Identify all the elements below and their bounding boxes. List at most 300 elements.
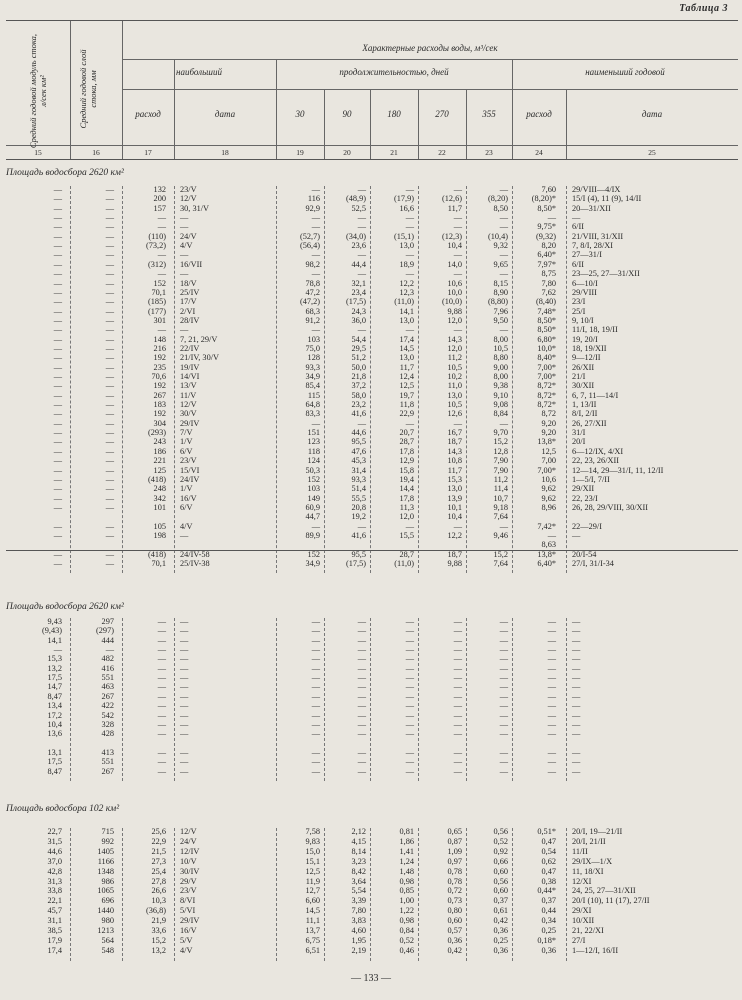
table-cell: 0,60	[447, 916, 462, 926]
table-cell: —	[453, 521, 462, 531]
table-cell: 23,2	[351, 400, 366, 410]
table-cell: 51,4	[351, 484, 366, 494]
table-cell: 26,6	[151, 886, 166, 896]
table-cell: 8,72	[541, 409, 556, 419]
table-cell: 20/I	[572, 437, 586, 447]
table-row	[6, 308, 738, 316]
header-smallest: наименьший годовой	[585, 67, 665, 77]
table-cell: 6,60	[305, 896, 320, 906]
column-number: 19	[296, 148, 304, 157]
table-cell: —	[453, 766, 462, 776]
table-cell: 328	[101, 719, 114, 729]
table-cell: 78,8	[305, 278, 320, 288]
table-cell: 6,40*	[537, 559, 556, 568]
table-cell: 17,9	[47, 935, 62, 945]
table-cell: —	[180, 719, 189, 729]
table-cell: —	[180, 663, 189, 673]
table-cell: 1,41	[399, 846, 414, 856]
table-cell: —	[357, 673, 366, 683]
table-cell: 7,60	[541, 185, 556, 194]
table-cell: (17,5)	[345, 559, 366, 568]
table-cell: 55,5	[351, 493, 366, 503]
table-cell: 0,36	[493, 945, 508, 955]
table-row	[6, 382, 738, 390]
table-cell: 0,56	[493, 876, 508, 886]
table-row	[6, 373, 738, 381]
table-cell: 22,9	[399, 409, 414, 419]
header-date: дата	[214, 109, 236, 119]
table-cell: 118	[307, 446, 320, 456]
table-cell: 20,8	[351, 502, 366, 512]
table-cell: 11,7	[447, 203, 462, 213]
table-cell: 8,50*	[537, 325, 556, 335]
table-cell: —	[180, 701, 189, 711]
table-cell: 12,0	[447, 315, 462, 325]
table-cell: —	[572, 626, 581, 636]
table-cell: 30/XII	[572, 381, 595, 391]
table-cell: 19,2	[351, 512, 366, 522]
table-cell: 992	[101, 836, 114, 846]
table-cell: 21,9	[151, 916, 166, 926]
table-cell: 12,6	[447, 409, 462, 419]
table-cell: 12,2	[447, 530, 462, 540]
table-cell: 200	[153, 194, 166, 204]
table-cell: 0,62	[541, 856, 556, 866]
table-cell: 20,7	[399, 428, 414, 438]
table-cell: 7,64	[493, 559, 508, 568]
table-cell: 29/VIII—4/IX	[572, 185, 621, 194]
table-cell: 18/V	[180, 278, 197, 288]
table-cell: (312)	[148, 259, 166, 269]
table-cell: 13,2	[47, 663, 62, 673]
table-cell: —	[357, 626, 366, 636]
table-cell: —	[105, 372, 114, 381]
table-cell: —	[105, 409, 114, 419]
table-row	[6, 665, 738, 673]
table-cell: 24/V	[180, 836, 197, 846]
table-cell: —	[311, 185, 320, 194]
table-cell: —	[53, 250, 62, 260]
table-cell: 10,4	[447, 241, 462, 251]
table-cell: 9,08	[493, 400, 508, 410]
table-cell: 0,72	[447, 886, 462, 896]
table-cell: —	[499, 757, 508, 767]
table-cell: (8,20)*	[531, 194, 556, 204]
table-cell: —	[453, 682, 462, 692]
header-d90: 90	[342, 109, 352, 119]
table-cell: —	[357, 654, 366, 664]
table-cell: —	[405, 645, 414, 655]
table-cell: —	[157, 617, 166, 626]
table-cell: 33,6	[151, 926, 166, 935]
table-row	[6, 730, 738, 738]
table-cell: 50,0	[351, 362, 366, 372]
table-cell: —	[105, 194, 114, 204]
table-cell: 7,00*	[537, 465, 556, 475]
table-cell: —	[405, 635, 414, 645]
table-row	[6, 280, 738, 288]
table-cell: 11,7	[447, 465, 462, 475]
table-cell: 0,60	[493, 866, 508, 876]
table-cell: —	[53, 213, 62, 223]
header-group-title: Характерные расходы воды, м³/сек	[362, 43, 498, 53]
table-cell: 551	[101, 757, 114, 767]
table-cell: 12/XI	[572, 876, 592, 886]
table-cell: 9,38	[493, 381, 508, 391]
table-cell: 13,0	[447, 390, 462, 400]
table-cell: 7,00*	[537, 372, 556, 381]
table-cell: 0,97	[447, 856, 462, 866]
table-cell: (47,2)	[299, 297, 320, 307]
table-cell: 11,3	[399, 502, 414, 512]
table-cell: 70,1	[151, 559, 166, 568]
table-cell: 9,43	[47, 617, 62, 626]
table-cell: 95,5	[351, 437, 366, 447]
table-cell: 24/V	[180, 231, 197, 241]
table-cell: —	[547, 682, 556, 692]
table-cell: —	[453, 325, 462, 335]
table-cell: 68,3	[305, 306, 320, 316]
table-cell: 7,90	[493, 465, 508, 475]
table-cell: —	[357, 325, 366, 335]
table-cell: 152	[307, 549, 320, 559]
table-cell: (297)	[96, 626, 114, 636]
table-cell: —	[357, 617, 366, 626]
table-cell: 7,80	[541, 278, 556, 288]
table-cell: —	[53, 409, 62, 419]
table-cell: —	[53, 353, 62, 363]
table-cell: —	[157, 626, 166, 636]
table-cell: 14,1	[47, 635, 62, 645]
table-cell: —	[311, 729, 320, 739]
table-cell: 243	[153, 437, 166, 447]
table-cell: 29/VIII	[572, 287, 597, 297]
table-cell: 15,2	[151, 935, 166, 945]
table-cell: 30, 31/V	[180, 203, 210, 213]
table-row	[6, 476, 738, 484]
table-cell: 301	[153, 315, 166, 325]
table-cell: (9,43)	[41, 626, 62, 636]
table-cell: 9,20	[541, 418, 556, 428]
table-cell: 0,47	[541, 836, 556, 846]
table-cell: 11/I, 18, 19/II	[572, 325, 618, 335]
table-cell: 8,40*	[537, 353, 556, 363]
table-cell: 6,51	[305, 945, 320, 955]
table-cell: —	[453, 645, 462, 655]
table-row	[6, 448, 738, 456]
table-cell: (52,7)	[299, 231, 320, 241]
table-cell: —	[572, 213, 581, 223]
table-cell: —	[453, 663, 462, 673]
table-cell: 7,97*	[537, 259, 556, 269]
table-cell: 44,6	[47, 846, 62, 856]
column-number: 15	[34, 148, 42, 157]
table-cell: 18, 19/XII	[572, 343, 607, 353]
table-cell: —	[572, 530, 581, 540]
table-cell: —	[572, 654, 581, 664]
table-cell: 13/V	[180, 381, 197, 391]
table-cell: —	[547, 645, 556, 655]
table-cell: 25/IV-38	[180, 559, 210, 568]
table-cell: —	[499, 654, 508, 664]
table-cell: 11,4	[493, 484, 508, 494]
table-cell: 23/I	[572, 297, 586, 307]
table-cell: —	[405, 250, 414, 260]
table-cell: —	[105, 362, 114, 372]
table-cell: —	[311, 250, 320, 260]
table-row	[6, 878, 738, 886]
table-cell: 10,1	[447, 502, 462, 512]
table-cell: —	[105, 418, 114, 428]
table-cell: 27/I, 31/I-34	[572, 559, 614, 568]
header-d270: 270	[435, 109, 449, 119]
table-cell: 34,9	[305, 372, 320, 381]
table-cell: —	[105, 325, 114, 335]
table-cell: —	[453, 729, 462, 739]
header-d180: 180	[387, 109, 401, 119]
table-cell: 10,0*	[537, 343, 556, 353]
table-cell: 24,3	[351, 306, 366, 316]
table-cell: 10,3	[151, 896, 166, 906]
table-cell: —	[547, 757, 556, 767]
table-cell: —	[157, 701, 166, 711]
table-cell: 2,12	[351, 827, 366, 836]
table-cell: 9,65	[493, 259, 508, 269]
table-cell: 27/I	[572, 935, 586, 945]
table-row	[6, 467, 738, 475]
table-row	[6, 683, 738, 691]
table-cell: 51,2	[351, 353, 366, 363]
table-cell: —	[157, 757, 166, 767]
table-cell: 27—31/I	[572, 250, 602, 260]
table-cell: 12,5	[399, 381, 414, 391]
table-cell: 18,9	[399, 259, 414, 269]
table-cell: 70,1	[151, 287, 166, 297]
table-cell: 18,7	[447, 437, 462, 447]
table-cell: (10,0)	[441, 297, 462, 307]
table-cell: 342	[153, 493, 166, 503]
table-cell: —	[105, 381, 114, 391]
table-cell: —	[572, 747, 581, 757]
table-cell: 29/IX—1/X	[572, 856, 613, 866]
table-cell: 19, 20/I	[572, 334, 598, 344]
table-row	[6, 392, 738, 400]
table-cell: 44,4	[351, 259, 366, 269]
table-cell: —	[105, 559, 114, 568]
table-cell: —	[105, 465, 114, 475]
table-cell: —	[547, 719, 556, 729]
table-cell: 44,6	[351, 428, 366, 438]
table-cell: 8,90	[493, 287, 508, 297]
table-cell: —	[547, 766, 556, 776]
table-cell: —	[180, 682, 189, 692]
table-cell: 12,0	[399, 512, 414, 522]
table-cell: —	[453, 654, 462, 664]
table-cell: —	[311, 673, 320, 683]
table-cell: —	[180, 766, 189, 776]
table-cell: —	[405, 719, 414, 729]
table-cell: —	[180, 757, 189, 767]
table-row	[6, 261, 738, 269]
table-cell: 34,9	[305, 559, 320, 568]
table-cell: 8,75	[541, 269, 556, 279]
table-cell: 267	[101, 691, 114, 701]
table-cell: 0,37	[493, 896, 508, 906]
table-cell: 0,47	[541, 866, 556, 876]
table-cell: —	[105, 390, 114, 400]
table-cell: 19/IV	[180, 362, 200, 372]
header-duration: продолжительностью, дней	[339, 67, 449, 77]
table-row	[6, 251, 738, 259]
table-cell: 0,51*	[537, 827, 556, 836]
table-cell: —	[499, 701, 508, 711]
table-row	[6, 937, 738, 945]
table-cell: —	[357, 213, 366, 223]
table-cell: 12,7	[305, 886, 320, 896]
table-cell: 11,0	[447, 381, 462, 391]
table-cell: 1,09	[447, 846, 462, 856]
table-cell: 6, 7, 11—14/I	[572, 390, 619, 400]
table-cell: 83,3	[305, 409, 320, 419]
table-cell: 17,4	[47, 945, 62, 955]
table-cell: 29/XII	[572, 484, 595, 494]
table-cell: —	[311, 635, 320, 645]
table-cell: 50,3	[305, 465, 320, 475]
table-cell: 37,0	[47, 856, 62, 866]
table-cell: 192	[153, 409, 166, 419]
table-cell: 23,6	[351, 241, 366, 251]
table-cell: —	[453, 635, 462, 645]
table-cell: 11,8	[399, 400, 414, 410]
table-cell: —	[53, 259, 62, 269]
table-cell: (177)	[148, 306, 166, 316]
table-cell: —	[53, 493, 62, 503]
table-cell: 22/IV	[180, 343, 200, 353]
table-cell: 12,2	[399, 278, 414, 288]
table-cell: —	[357, 691, 366, 701]
table-cell: 7,00	[541, 456, 556, 466]
table-cell: 95,5	[351, 549, 366, 559]
table-cell: —	[53, 297, 62, 307]
table-cell: 13,8*	[537, 549, 556, 559]
column-number: 16	[92, 148, 100, 157]
header-date2: дата	[641, 109, 663, 119]
table-cell: 27,3	[151, 856, 166, 866]
table-cell: —	[499, 325, 508, 335]
table-row	[6, 233, 738, 241]
table-row	[6, 887, 738, 895]
table-cell: —	[105, 428, 114, 438]
table-cell: 1,00	[399, 896, 414, 906]
table-cell: 103	[307, 334, 320, 344]
table-cell: —	[357, 766, 366, 776]
header-largest: наибольший	[176, 67, 222, 77]
table-cell: 14,4	[399, 484, 414, 494]
table-cell: 92,9	[305, 203, 320, 213]
table-cell: —	[180, 691, 189, 701]
table-cell: 267	[153, 390, 166, 400]
table-cell: —	[53, 400, 62, 410]
table-cell: 8,14	[351, 846, 366, 856]
table-cell: 0,54	[541, 846, 556, 856]
header-d30: 30	[295, 109, 305, 119]
table-cell: 19,7	[399, 390, 414, 400]
table-cell: —	[572, 729, 581, 739]
table-cell: 7,90	[493, 456, 508, 466]
table-cell: 47,6	[351, 446, 366, 456]
table-cell: 13,2	[151, 945, 166, 955]
header-flow: расход	[135, 109, 161, 119]
table-cell: (293)	[148, 428, 166, 438]
table-cell: —	[105, 493, 114, 503]
table-cell: 10,0	[447, 287, 462, 297]
table-cell: 0,98	[399, 876, 414, 886]
table-cell: 115	[307, 390, 320, 400]
table-cell: (56,4)	[299, 241, 320, 251]
table-cell: —	[357, 635, 366, 645]
table-cell: 8,63	[541, 540, 556, 550]
table-cell: —	[53, 530, 62, 540]
table-cell: —	[357, 645, 366, 655]
table-cell: 23,4	[351, 287, 366, 297]
table-cell: —	[180, 325, 189, 335]
section-title-1: Площадь водосбора 2620 км²	[6, 168, 124, 178]
table-cell: —	[357, 719, 366, 729]
table-cell: —	[547, 654, 556, 664]
table-cell: 21/I	[572, 372, 586, 381]
table-row	[6, 495, 738, 503]
table-cell: 28,7	[399, 549, 414, 559]
table-row	[6, 917, 738, 925]
table-cell: —	[157, 673, 166, 683]
table-cell: 22,9	[151, 836, 166, 846]
table-cell: 8,72*	[537, 400, 556, 410]
table-row	[6, 298, 738, 306]
table-cell: 16/V	[180, 926, 197, 935]
table-cell: —	[105, 306, 114, 316]
table-cell: 151	[307, 428, 320, 438]
table-cell: —	[105, 474, 114, 484]
table-cell: —	[453, 673, 462, 683]
table-cell: 29/IV	[180, 916, 200, 926]
table-cell: —	[453, 747, 462, 757]
table-cell: 12,5	[541, 446, 556, 456]
table-cell: —	[311, 213, 320, 223]
table-cell: 0,25	[493, 935, 508, 945]
table-cell: 32,1	[351, 278, 366, 288]
table-cell: —	[405, 691, 414, 701]
table-cell: —	[499, 682, 508, 692]
table-cell: 11,7	[399, 362, 414, 372]
table-cell: —	[180, 626, 189, 636]
table-cell: 20/I, 21/II	[572, 836, 606, 846]
table-cell: —	[453, 757, 462, 767]
header-col16: Средний годовой слой стока, мм	[78, 49, 98, 129]
table-cell: —	[157, 682, 166, 692]
table-cell: —	[105, 185, 114, 194]
table-cell: 10/V	[180, 856, 197, 866]
table-cell: 986	[101, 876, 114, 886]
table-cell: 8,80	[493, 353, 508, 363]
table-cell: 10,7	[493, 493, 508, 503]
table-cell: —	[547, 663, 556, 673]
table-cell: —	[499, 635, 508, 645]
table-cell: 564	[101, 935, 114, 945]
table-cell: 715	[101, 827, 114, 836]
table-cell: 8,00	[493, 334, 508, 344]
table-cell: 0,98	[399, 916, 414, 926]
table-cell: 0,60	[493, 886, 508, 896]
